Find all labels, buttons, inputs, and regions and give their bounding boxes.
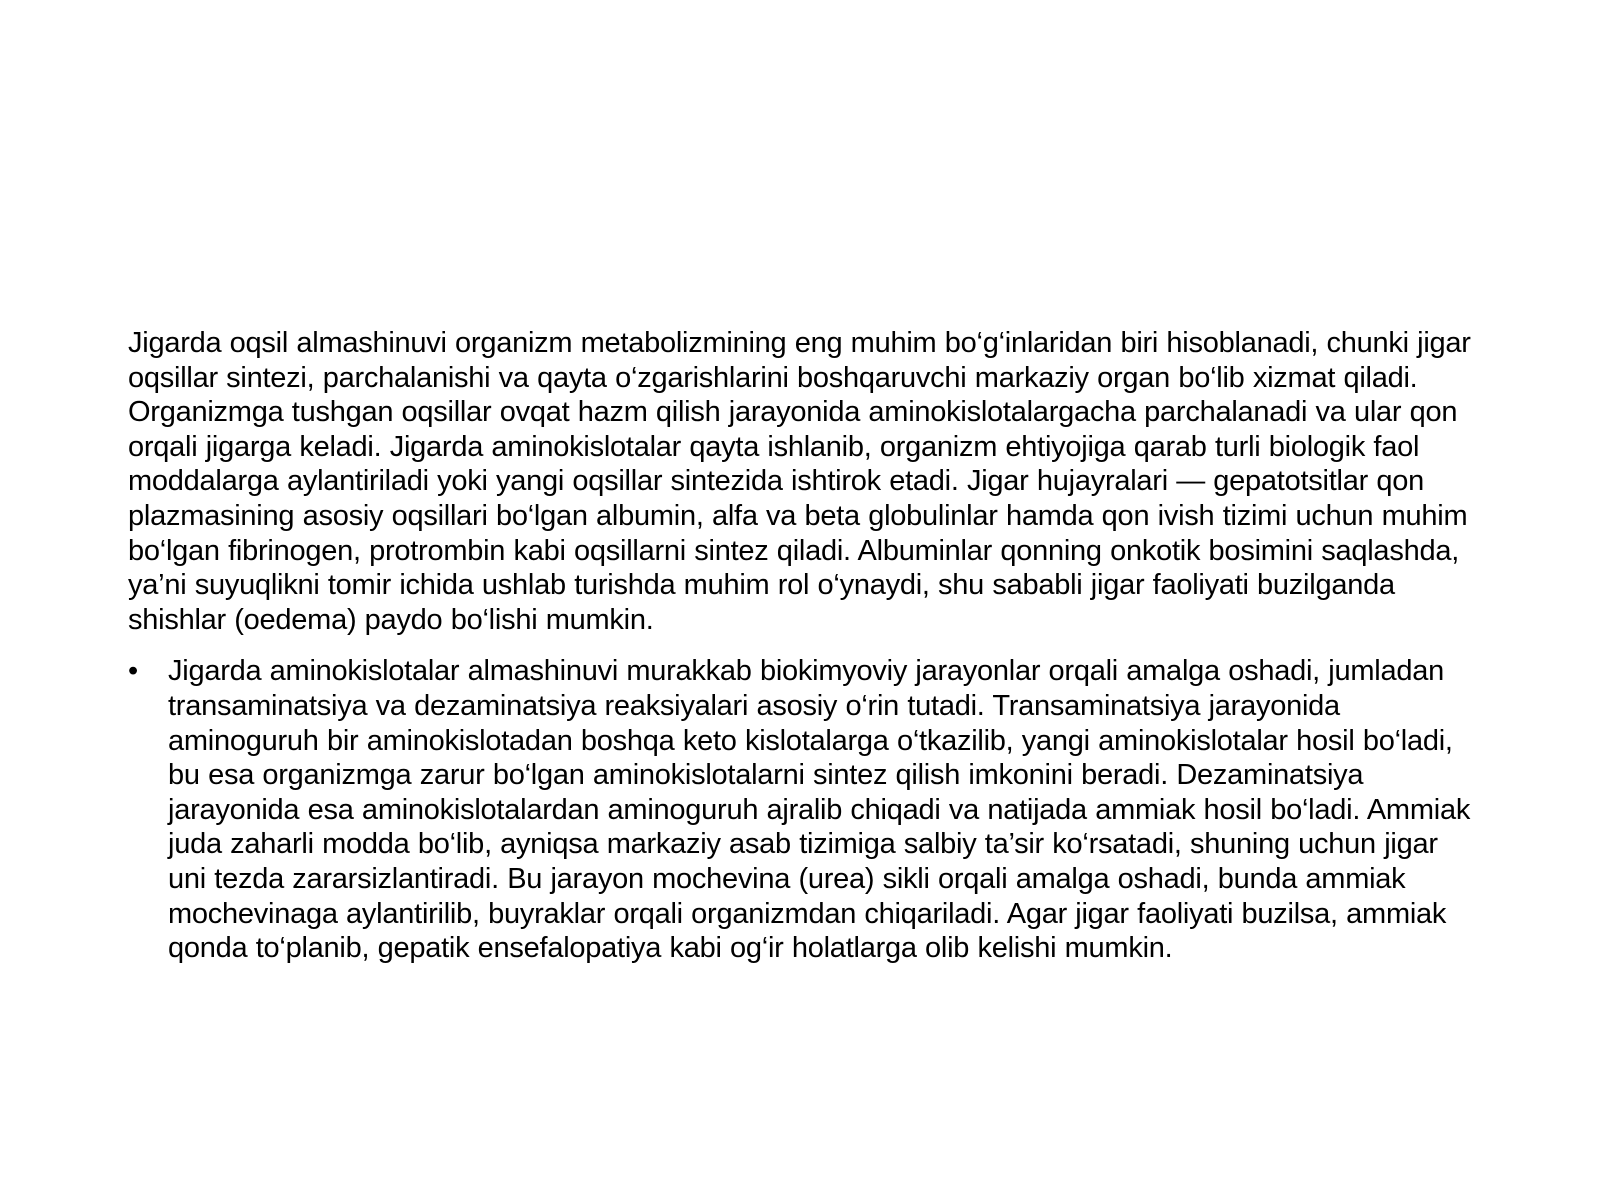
body-paragraph: Jigarda oqsil almashinuvi organizm metabolizmining eng muhim bo‘g‘inlaridan biri hisoblanadi, chunki jigar oqsillar sintezi, parchalanishi va qayta o‘zgarishlarini boshqaruvchi markaziy organ bo‘lib xizmat qiladi. Organizmga tushgan oqsillar ovqat hazm qilish jarayonida aminokislotalargacha parchalanadi va ular qon orqali jigarga keladi. Jigarda aminokislotalar qayta ishlanib, organizm ehtiyojiga qarab turli biologik faol moddalarga aylantiriladi yoki yangi oqsillar sintezida ishtirok etadi. Jigar hujayralari — gepatotsitlar qon plazmasining asosiy oqsillari bo‘lgan albumin, alfa va beta globulinlar hamda qon ivish tizimi uchun muhim bo‘lgan fibrinogen, protrombin kabi oqsillarni sintez qiladi. Albuminlar qonning onkotik bosimini saqlashda, ya’ni suyuqlikni tomir ichida ushlab turishda muhim rol o‘ynaydi, shu sababli jigar faoliyati buzilganda shishlar (oedema) paydo bo‘lishi mumkin. <box>128 327 1471 636</box>
bullet-item <box>128 654 1473 965</box>
bullet-marker-icon: • <box>128 655 139 688</box>
bullet-list <box>128 654 1473 965</box>
slide-body <box>128 326 1473 966</box>
bullet-text: Jigarda aminokislotalar almashinuvi murakkab biokimyoviy jarayonlar orqali amalga oshadi, jumladan transaminatsiya va dezaminatsiya reaksiyalari asosiy o‘rin tutadi. Transaminatsiya jarayonida aminoguruh bir aminokislotadan boshqa keto kislotalarga o‘tkazilib, yangi aminokislotalar hosil bo‘ladi, bu esa organizmga zarur bo‘lgan aminokislotalarni sintez qilish imkonini beradi. Dezaminatsiya jarayonida esa aminokislotalardan aminoguruh ajralib chiqadi va natijada ammiak hosil bo‘ladi. Ammiak juda zaharli modda bo‘lib, ayniqsa markaziy asab tizimiga salbiy ta’sir ko‘rsatadi, shuning uchun jigar uni tezda zararsizlantiradi. Bu jarayon mochevina (urea) sikli orqali amalga oshadi, bunda ammiak mochevinaga aylantirilib, buyraklar orqali organizmdan chiqariladi. Agar jigar faoliyati buzilsa, ammiak qonda to‘planib, gepatik ensefalopatiya kabi og‘ir holatlarga olib kelishi mumkin. <box>168 655 1471 965</box>
